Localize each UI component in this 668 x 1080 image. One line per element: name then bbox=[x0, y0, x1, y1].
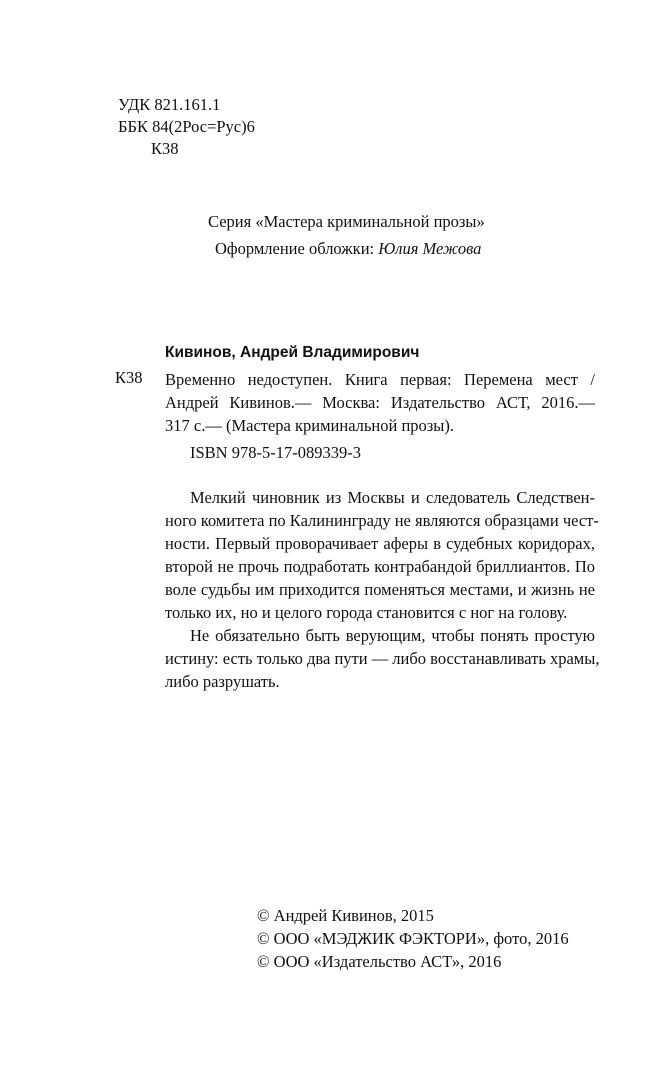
annotation-line: ности. Первый проворачивает аферы в судебных коридорах, bbox=[165, 534, 595, 553]
bib-line: Андрей Кивинов.— Москва: Издательство АСТ, 2016.— bbox=[165, 393, 595, 412]
bib-cutter-code: К38 bbox=[115, 368, 143, 387]
annotation-line: Мелкий чиновник из Москвы и следователь Следствен- bbox=[190, 488, 595, 507]
copyright-line: © Андрей Кивинов, 2015 bbox=[257, 906, 434, 925]
annotation-line: ного комитета по Калининграду не являются образцами чест- bbox=[165, 511, 599, 530]
cover-design-label: Оформление обложки: bbox=[215, 239, 375, 258]
cover-design-line bbox=[215, 239, 481, 259]
copyright-line: © ООО «Издательство АСТ», 2016 bbox=[257, 952, 502, 971]
classification-block bbox=[118, 94, 255, 160]
bbk-code: ББК 84(2Рос=Рус)6 bbox=[118, 117, 255, 136]
annotation-line: Не обязательно быть верующим, чтобы понять простую bbox=[190, 626, 595, 645]
annotation-line: либо разрушать. bbox=[165, 672, 280, 691]
isbn: ISBN 978-5-17-089339-3 bbox=[190, 443, 361, 462]
annotation bbox=[165, 486, 600, 693]
copyright-line: © ООО «МЭДЖИК ФЭКТОРИ», фото, 2016 bbox=[257, 929, 569, 948]
bib-line: 317 с.— (Мастера криминальной прозы). bbox=[165, 416, 455, 435]
cutter-code: К38 bbox=[151, 139, 179, 158]
annotation-line: второй не прочь подработать контрабандой бриллиантов. По bbox=[165, 557, 595, 576]
udk-code: УДК 821.161.1 bbox=[118, 95, 221, 114]
cover-designer-name: Юлия Межова bbox=[378, 239, 482, 258]
bibliographic-description bbox=[165, 368, 595, 437]
copyright-block bbox=[257, 904, 569, 973]
series-line: Серия «Мастера криминальной прозы» bbox=[208, 212, 485, 231]
annotation-line: истину: есть только два пути — либо восстанавливать храмы, bbox=[165, 649, 600, 668]
annotation-line: только их, но и целого города становится с ног на голову. bbox=[165, 603, 568, 622]
author-heading: Кивинов, Андрей Владимирович bbox=[165, 344, 420, 361]
bib-line: Временно недоступен. Книга первая: Перемена мест / bbox=[165, 370, 595, 389]
annotation-line: воле судьбы им приходится поменяться местами, и жизнь не bbox=[165, 580, 595, 599]
